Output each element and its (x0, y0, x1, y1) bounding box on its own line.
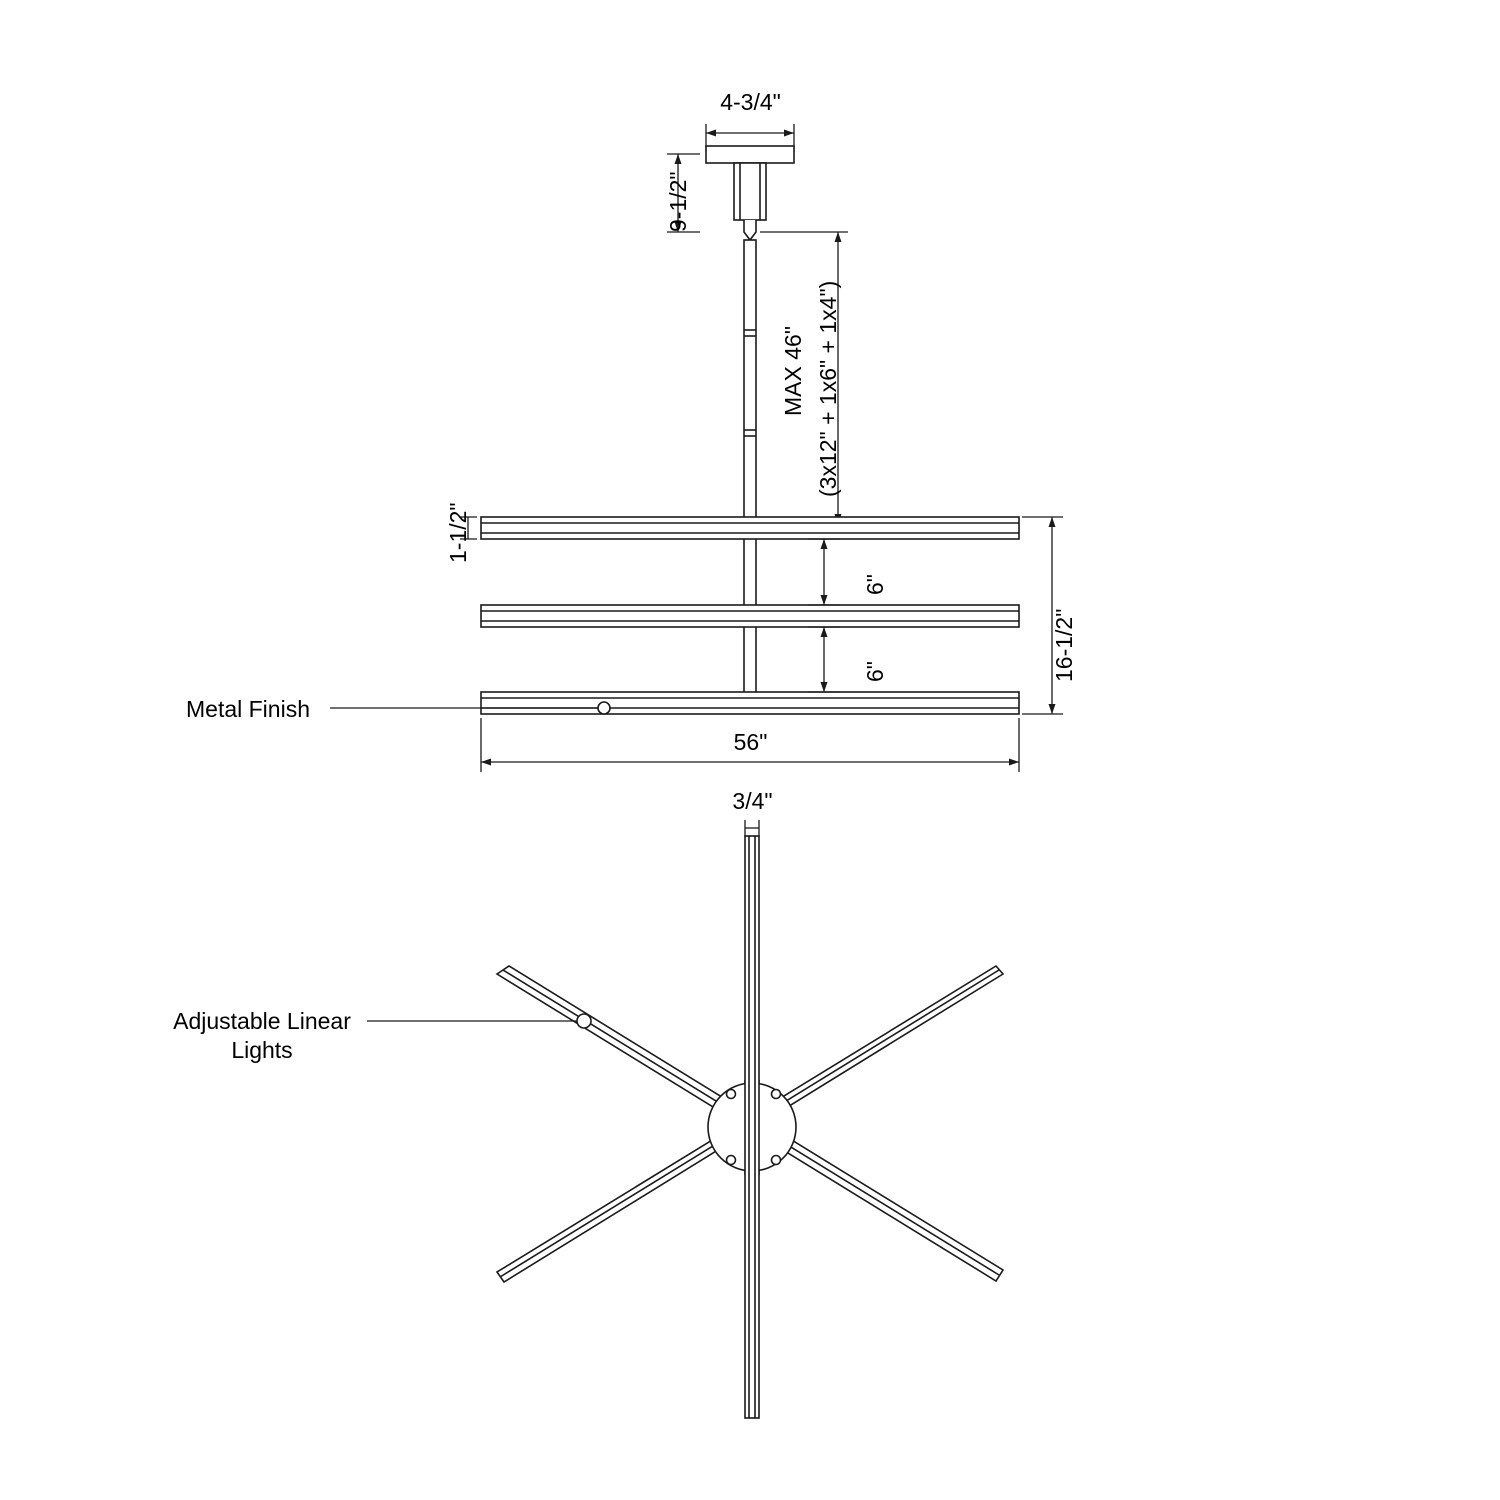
label-overall-height: 16-1/2" (1051, 608, 1077, 682)
label-rod-width: 3/4" (732, 788, 773, 814)
metal-finish-marker (598, 702, 610, 714)
label-overall-length: 56" (733, 729, 768, 755)
label-gap-upper: 6" (862, 574, 888, 595)
label-bar-thickness: 1-1/2" (445, 502, 471, 563)
label-max-drop: MAX 46" (780, 326, 806, 416)
label-metal-finish: Metal Finish (186, 696, 310, 722)
canopy-plate (706, 146, 794, 163)
dim-gap-lower (808, 627, 840, 692)
light-bar-bottom (481, 692, 1019, 714)
label-adjustable-lights-line1: Adjustable Linear (173, 1008, 351, 1034)
label-gap-lower: 6" (862, 661, 888, 682)
label-max-drop-detail: (3x12" + 1x6" + 1x4") (815, 280, 841, 497)
label-adjustable-lights-line2: Lights (231, 1037, 293, 1063)
label-stem-top-height: 9-1/2" (665, 171, 691, 232)
dim-rod-width (745, 820, 759, 836)
dim-gap-upper (808, 539, 840, 605)
adjustable-lights-marker (577, 1014, 591, 1028)
drop-rod (744, 240, 756, 700)
light-bar-top (481, 517, 1019, 539)
light-bar-middle (481, 605, 1019, 627)
canopy-connector (744, 220, 756, 240)
label-canopy-width: 4-3/4" (720, 89, 781, 115)
canopy-body (734, 163, 766, 220)
